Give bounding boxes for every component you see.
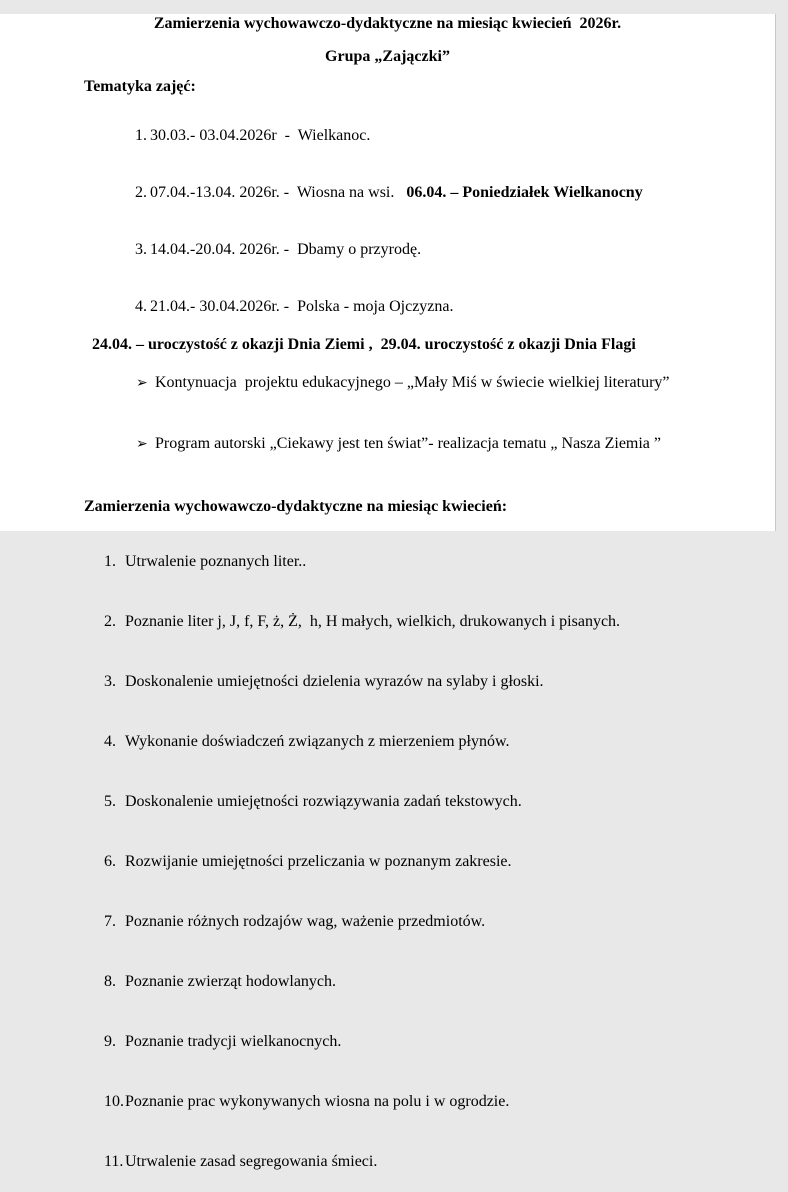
topic-list-item — [0, 221, 775, 278]
bullet-text: Program autorski „Ciekawy jest ten świat”- realizacja tematu „ Nasza Ziemia ” — [155, 435, 662, 452]
list-item-number: 10. — [104, 1093, 124, 1110]
list-item-number: 6. — [104, 853, 116, 870]
goal-list-item — [0, 832, 775, 892]
goal-list-item — [0, 592, 775, 652]
document-page — [0, 14, 776, 1170]
list-item-number: 4. — [135, 298, 147, 315]
topic-text: 07.04.-13.04. 2026r. - Wiosna na wsi. — [150, 184, 407, 201]
topic-text: 30.03.- 03.04.2026r - Wielkanoc. — [150, 127, 371, 144]
goal-text: Doskonalenie umiejętności rozwiązywania zadań tekstowych. — [125, 793, 522, 810]
goal-list-item — [0, 712, 775, 772]
goal-text: Rozwijanie umiejętności przeliczania w poznanym zakresie. — [125, 853, 512, 870]
goal-list-item — [0, 1072, 775, 1132]
goal-list-item — [0, 652, 775, 712]
goal-text: Utrwalenie poznanych liter.. — [125, 553, 307, 570]
goal-list-item — [0, 532, 775, 592]
list-item-number: 9. — [104, 1033, 116, 1050]
bullet-list-item — [0, 415, 775, 473]
section-heading-tematyka: Tematyka zajęć: — [84, 78, 196, 95]
events-line: 24.04. – uroczystość z okazji Dnia Ziemi , 29.04. uroczystość z okazji Dnia Flagi — [92, 336, 636, 353]
goal-text: Wykonanie doświadczeń związanych z mierzeniem płynów. — [125, 733, 510, 750]
goal-text: Poznanie liter j, J, f, F, ż, Ż, h, H małych, wielkich, drukowanych i pisanych. — [125, 613, 621, 630]
goal-text: Utrwalenie zasad segregowania śmieci. — [125, 1153, 378, 1170]
list-item-number: 1. — [135, 127, 147, 144]
goal-text: Doskonalenie umiejętności dzielenia wyrazów na sylaby i głoski. — [125, 673, 544, 690]
arrow-bullet-icon: ➢ — [136, 437, 148, 452]
list-item-number: 7. — [104, 913, 116, 930]
goal-list-item — [0, 952, 775, 1012]
list-item-number: 4. — [104, 733, 116, 750]
topic-bold-note: 06.04. – Poniedziałek Wielkanocny — [406, 184, 643, 201]
topic-text: 21.04.- 30.04.2026r. - Polska - moja Ojczyzna. — [150, 298, 454, 315]
topics-list — [0, 107, 775, 335]
list-item-number: 3. — [135, 241, 147, 258]
topic-list-item — [0, 164, 775, 221]
list-item-number: 5. — [104, 793, 116, 810]
list-item-number: 11. — [104, 1153, 124, 1170]
goal-list-item — [0, 1132, 775, 1192]
bullet-list-item — [0, 354, 775, 412]
list-item-number: 2. — [135, 184, 147, 201]
list-item-number: 8. — [104, 973, 116, 990]
goal-list-item — [0, 1012, 775, 1072]
goal-text: Poznanie prac wykonywanych wiosna na polu i w ogrodzie. — [125, 1093, 510, 1110]
document-title: Zamierzenia wychowawczo-dydaktyczne na miesiąc kwiecień 2026r. — [153, 15, 622, 32]
goals-list — [0, 532, 775, 1192]
topic-list-item — [0, 278, 775, 335]
bullet-text: Kontynuacja projektu edukacyjnego – „Mały Miś w świecie wielkiej literatury” — [155, 374, 670, 391]
list-item-number: 2. — [104, 613, 116, 630]
goal-text: Poznanie tradycji wielkanocnych. — [125, 1033, 342, 1050]
bullets-list — [0, 354, 775, 473]
topic-list-item — [0, 107, 775, 164]
goal-text: Poznanie zwierząt hodowlanych. — [125, 973, 337, 990]
goal-list-item — [0, 772, 775, 832]
arrow-bullet-icon: ➢ — [136, 376, 148, 391]
topic-text: 14.04.-20.04. 2026r. - Dbamy o przyrodę. — [150, 241, 422, 258]
goal-text: Poznanie różnych rodzajów wag, ważenie przedmiotów. — [125, 913, 486, 930]
list-item-number: 3. — [104, 673, 116, 690]
document-subtitle: Grupa „Zajączki” — [325, 48, 450, 65]
goal-list-item — [0, 892, 775, 952]
section-heading-zamierzenia: Zamierzenia wychowawczo-dydaktyczne na miesiąc kwiecień: — [84, 498, 508, 515]
list-item-number: 1. — [104, 553, 116, 570]
